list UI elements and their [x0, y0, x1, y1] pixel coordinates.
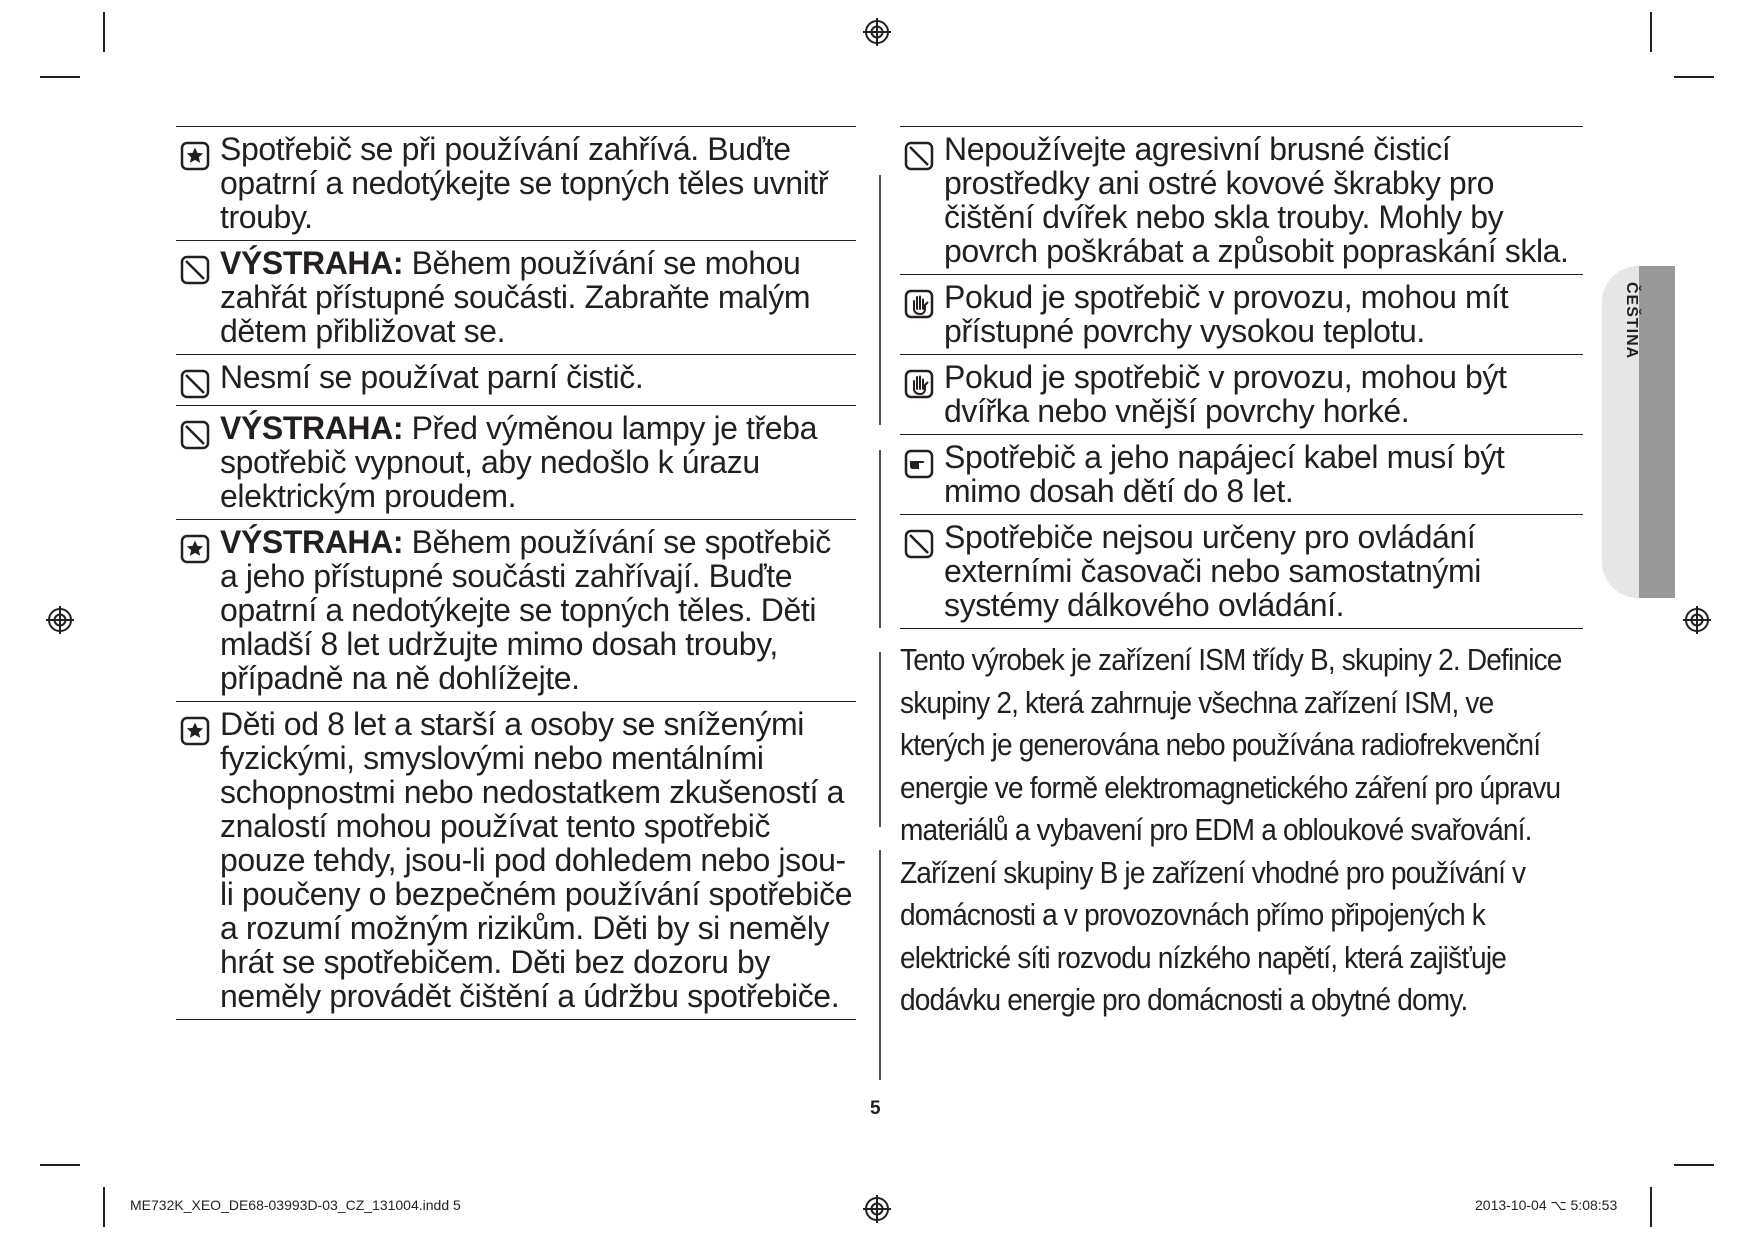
column-divider [879, 850, 881, 1080]
page-number: 5 [870, 1098, 881, 1119]
crop-mark [1674, 76, 1714, 78]
safety-item [900, 126, 1583, 274]
left-column [176, 126, 856, 1020]
registration-mark-icon [46, 606, 74, 634]
crop-mark [1674, 1164, 1714, 1166]
column-divider [879, 175, 881, 425]
warning-label: VÝSTRAHA: [220, 410, 404, 446]
prohibited-icon [180, 369, 210, 399]
safety-item [900, 434, 1583, 514]
registration-mark-icon [863, 18, 891, 46]
item-text: Nepoužívejte agresivní brusné čisticí prostředky ani ostré kovové škrabky pro čištění dvířek nebo skla trouby. Mohly by povrch poškrábat a způsobit popraskání skla. [944, 131, 1569, 269]
warning-label: VÝSTRAHA: [220, 524, 404, 560]
ism-notice [900, 639, 1581, 1022]
safety-item [900, 274, 1583, 354]
language-tab-label: ČEŠTINA [1623, 282, 1640, 360]
hand-icon [904, 289, 934, 319]
crop-mark [40, 76, 80, 78]
prohibited-icon [180, 420, 210, 450]
pointing-hand-icon [904, 449, 934, 479]
hand-icon [904, 369, 934, 399]
item-text: Během používání se mohou zahřát přístupné součásti. Zabraňte malým dětem přibližovat se. [220, 245, 811, 349]
item-text: Během používání se spotřebič a jeho přístupné součásti zahřívají. Buďte opatrní a nedotýkejte se topných těles. Děti mladší 8 let udržujte mimo dosah trouby, případně na ně dohlížejte. [220, 524, 831, 696]
safety-item [176, 354, 856, 405]
safety-item [900, 354, 1583, 434]
crop-mark [40, 1164, 80, 1166]
crop-mark [1650, 12, 1652, 52]
crop-mark [103, 12, 105, 52]
warning-label: VÝSTRAHA: [220, 245, 404, 281]
item-text: Nesmí se používat parní čistič. [220, 359, 644, 395]
prohibited-icon [180, 255, 210, 285]
star-icon [180, 534, 210, 564]
safety-item [176, 405, 856, 519]
item-text: Před výměnou lampy je třeba spotřebič vypnout, aby nedošlo k úrazu elektrickým proudem. [220, 410, 817, 514]
safety-item [176, 240, 856, 354]
safety-item [176, 519, 856, 701]
safety-item [176, 701, 856, 1019]
column-divider [879, 652, 881, 827]
footer-timestamp: 2013-10-04 ⌥ 5:08:53 [1475, 1197, 1618, 1213]
right-column [900, 126, 1583, 1022]
prohibited-icon [904, 141, 934, 171]
safety-item [900, 514, 1583, 628]
item-text: Děti od 8 let a starší a osoby se sníženými fyzickými, smyslovými nebo mentálními schopnostmi nebo nedostatkem zkušeností a znalostí mohou používat tento spotřebič pouze tehdy, jsou-li pod dohledem nebo jsou-li poučeny o bezpečném používání spotřebiče a rozumí možným rizikům. Děti by si neměly hrát se spotřebičem. Děti bez dozoru by neměly provádět čištění a údržbu spotřebiče. [220, 706, 853, 1014]
star-icon [180, 141, 210, 171]
registration-mark-icon [1683, 606, 1711, 634]
registration-mark-icon [863, 1195, 891, 1223]
star-icon [180, 716, 210, 746]
crop-mark [103, 1187, 105, 1227]
prohibited-icon [904, 529, 934, 559]
item-text: Spotřebič a jeho napájecí kabel musí být mimo dosah dětí do 8 let. [944, 439, 1505, 509]
item-text: Pokud je spotřebič v provozu, mohou mít přístupné povrchy vysokou teplotu. [944, 279, 1509, 349]
section-bottom-rule [900, 628, 1583, 629]
item-text: Spotřebiče nejsou určeny pro ovládání externími časovači nebo samostatnými systémy dálkového ovládání. [944, 519, 1481, 623]
item-text: Spotřebič se při používání zahřívá. Buďte opatrní a nedotýkejte se topných těles uvnitř trouby. [220, 131, 829, 235]
section-bottom-rule [176, 1019, 856, 1020]
footer-file-name: ME732K_XEO_DE68-03993D-03_CZ_131004.indd 5 [130, 1197, 461, 1213]
safety-item [176, 126, 856, 240]
column-divider [879, 450, 881, 628]
crop-mark [1650, 1187, 1652, 1227]
ism-paragraph: Zařízení skupiny B je zařízení vhodné pro používání v domácnosti a v provozovnách přímo připojených k elektrické síti rozvodu nízkého napětí, která zajišťuje dodávku energie pro domácnosti a obytné domy. [900, 855, 1526, 1017]
item-text: Pokud je spotřebič v provozu, mohou být dvířka nebo vnější povrchy horké. [944, 359, 1507, 429]
ism-paragraph: Tento výrobek je zařízení ISM třídy B, skupiny 2. Definice skupiny 2, která zahrnuje všechna zařízení ISM, ve kterých je generována nebo používána radiofrekvenční energie ve formě elektromagnetického záření pro úpravu materiálů a vybavení pro EDM a obloukové svařování. [900, 643, 1562, 847]
